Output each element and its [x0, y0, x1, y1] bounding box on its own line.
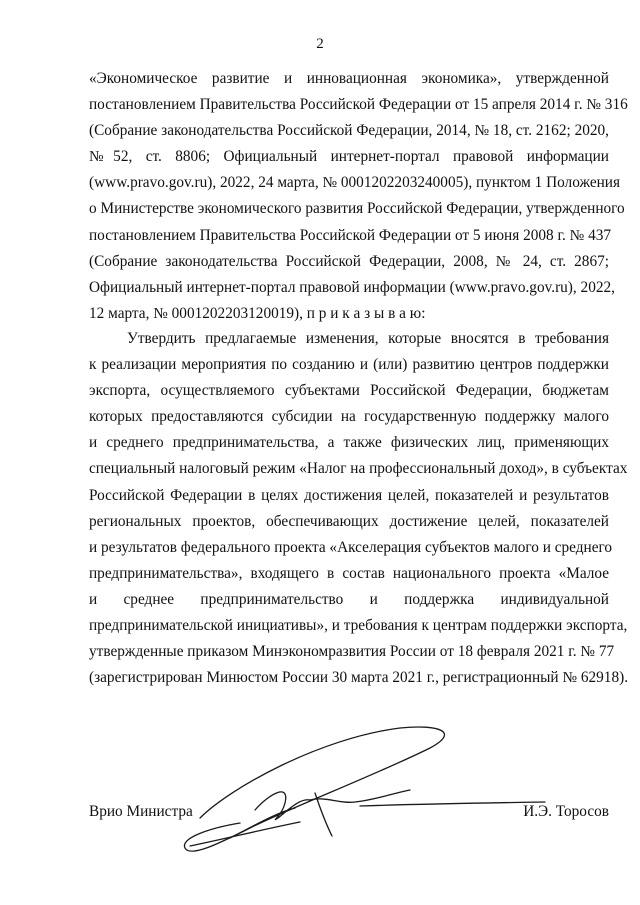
text-line: «Экономическое развитие и инновационная экономика», утвержденной	[89, 70, 609, 87]
signatory-name: И.Э. Торосов	[523, 803, 609, 820]
signature-row	[89, 803, 609, 829]
text-line: и результатов федерального проекта «Акселерация субъектов малого и среднего	[89, 538, 613, 556]
text-line: Официальный интернет-портал правовой информации (www.pravo.gov.ru), 2022,	[89, 278, 615, 296]
handwritten-signature	[160, 718, 560, 868]
text-line: 12 марта, № 0001202203120019), п р и к а з ы в а ю:	[89, 304, 426, 322]
text-line: к реализации мероприятия по созданию и (или) развитию центров поддержки	[89, 356, 609, 374]
signatory-position: Врио Министра	[89, 803, 193, 820]
text-line: и среднее предпринимательство и поддержка индивидуальной	[89, 590, 609, 608]
paragraph-preamble	[89, 66, 628, 327]
text-line: предпринимательской инициативы», и требования к центрам поддержки экспорта,	[89, 617, 628, 635]
text-line: (Собрание законодательства Российской Федерации, 2008, № 24, ст. 2867;	[89, 252, 609, 270]
paragraph-order	[89, 326, 629, 691]
text-line: экспорта, осуществляемого субъектами Российской Федерации, бюджетам	[89, 382, 609, 400]
text-line: №52, ст. 8806; Официальный интернет-портал правовой информации	[89, 148, 609, 166]
text-line: и среднего предпринимательства, а также физических лиц, применяющих	[89, 434, 609, 452]
text-line: Утвердить предлагаемые изменения, которые вносятся в требования	[127, 330, 609, 347]
text-line: (Собрание законодательства Российской Федерации, 2014, № 18, ст. 2162; 2020,	[89, 122, 609, 140]
text-line: постановлением Правительства Российской Федерации от 15 апреля 2014 г. № 316	[89, 96, 628, 114]
text-line: региональных проектов, обеспечивающих достижение целей, показателей	[89, 512, 609, 530]
text-line: (зарегистрирован Минюстом России 30 марта 2021 г., регистрационный № 62918).	[89, 669, 629, 687]
text-line: Российской Федерации в целях достижения целей, показателей и результатов	[89, 486, 609, 504]
text-line: о Министерстве экономического развития Российской Федерации, утвержденного	[89, 200, 625, 218]
page-number: 2	[316, 36, 324, 52]
text-line: утвержденные приказом Минэкономразвития России от 18 февраля 2021 г. № 77	[89, 643, 615, 661]
text-line: (www.pravo.gov.ru), 2022, 24 марта, № 0001202203240005), пунктом 1 Положения	[89, 174, 621, 192]
text-line: постановлением Правительства Российской Федерации от 5 июня 2008 г. № 437	[89, 226, 612, 244]
text-line: специальный налоговый режим «Налог на профессиональный доход», в субъектах	[89, 460, 628, 478]
text-line: предпринимательства», входящего в состав национального проекта «Малое	[89, 564, 609, 582]
text-line: которых предоставляются субсидии на государственную поддержку малого	[89, 408, 609, 426]
